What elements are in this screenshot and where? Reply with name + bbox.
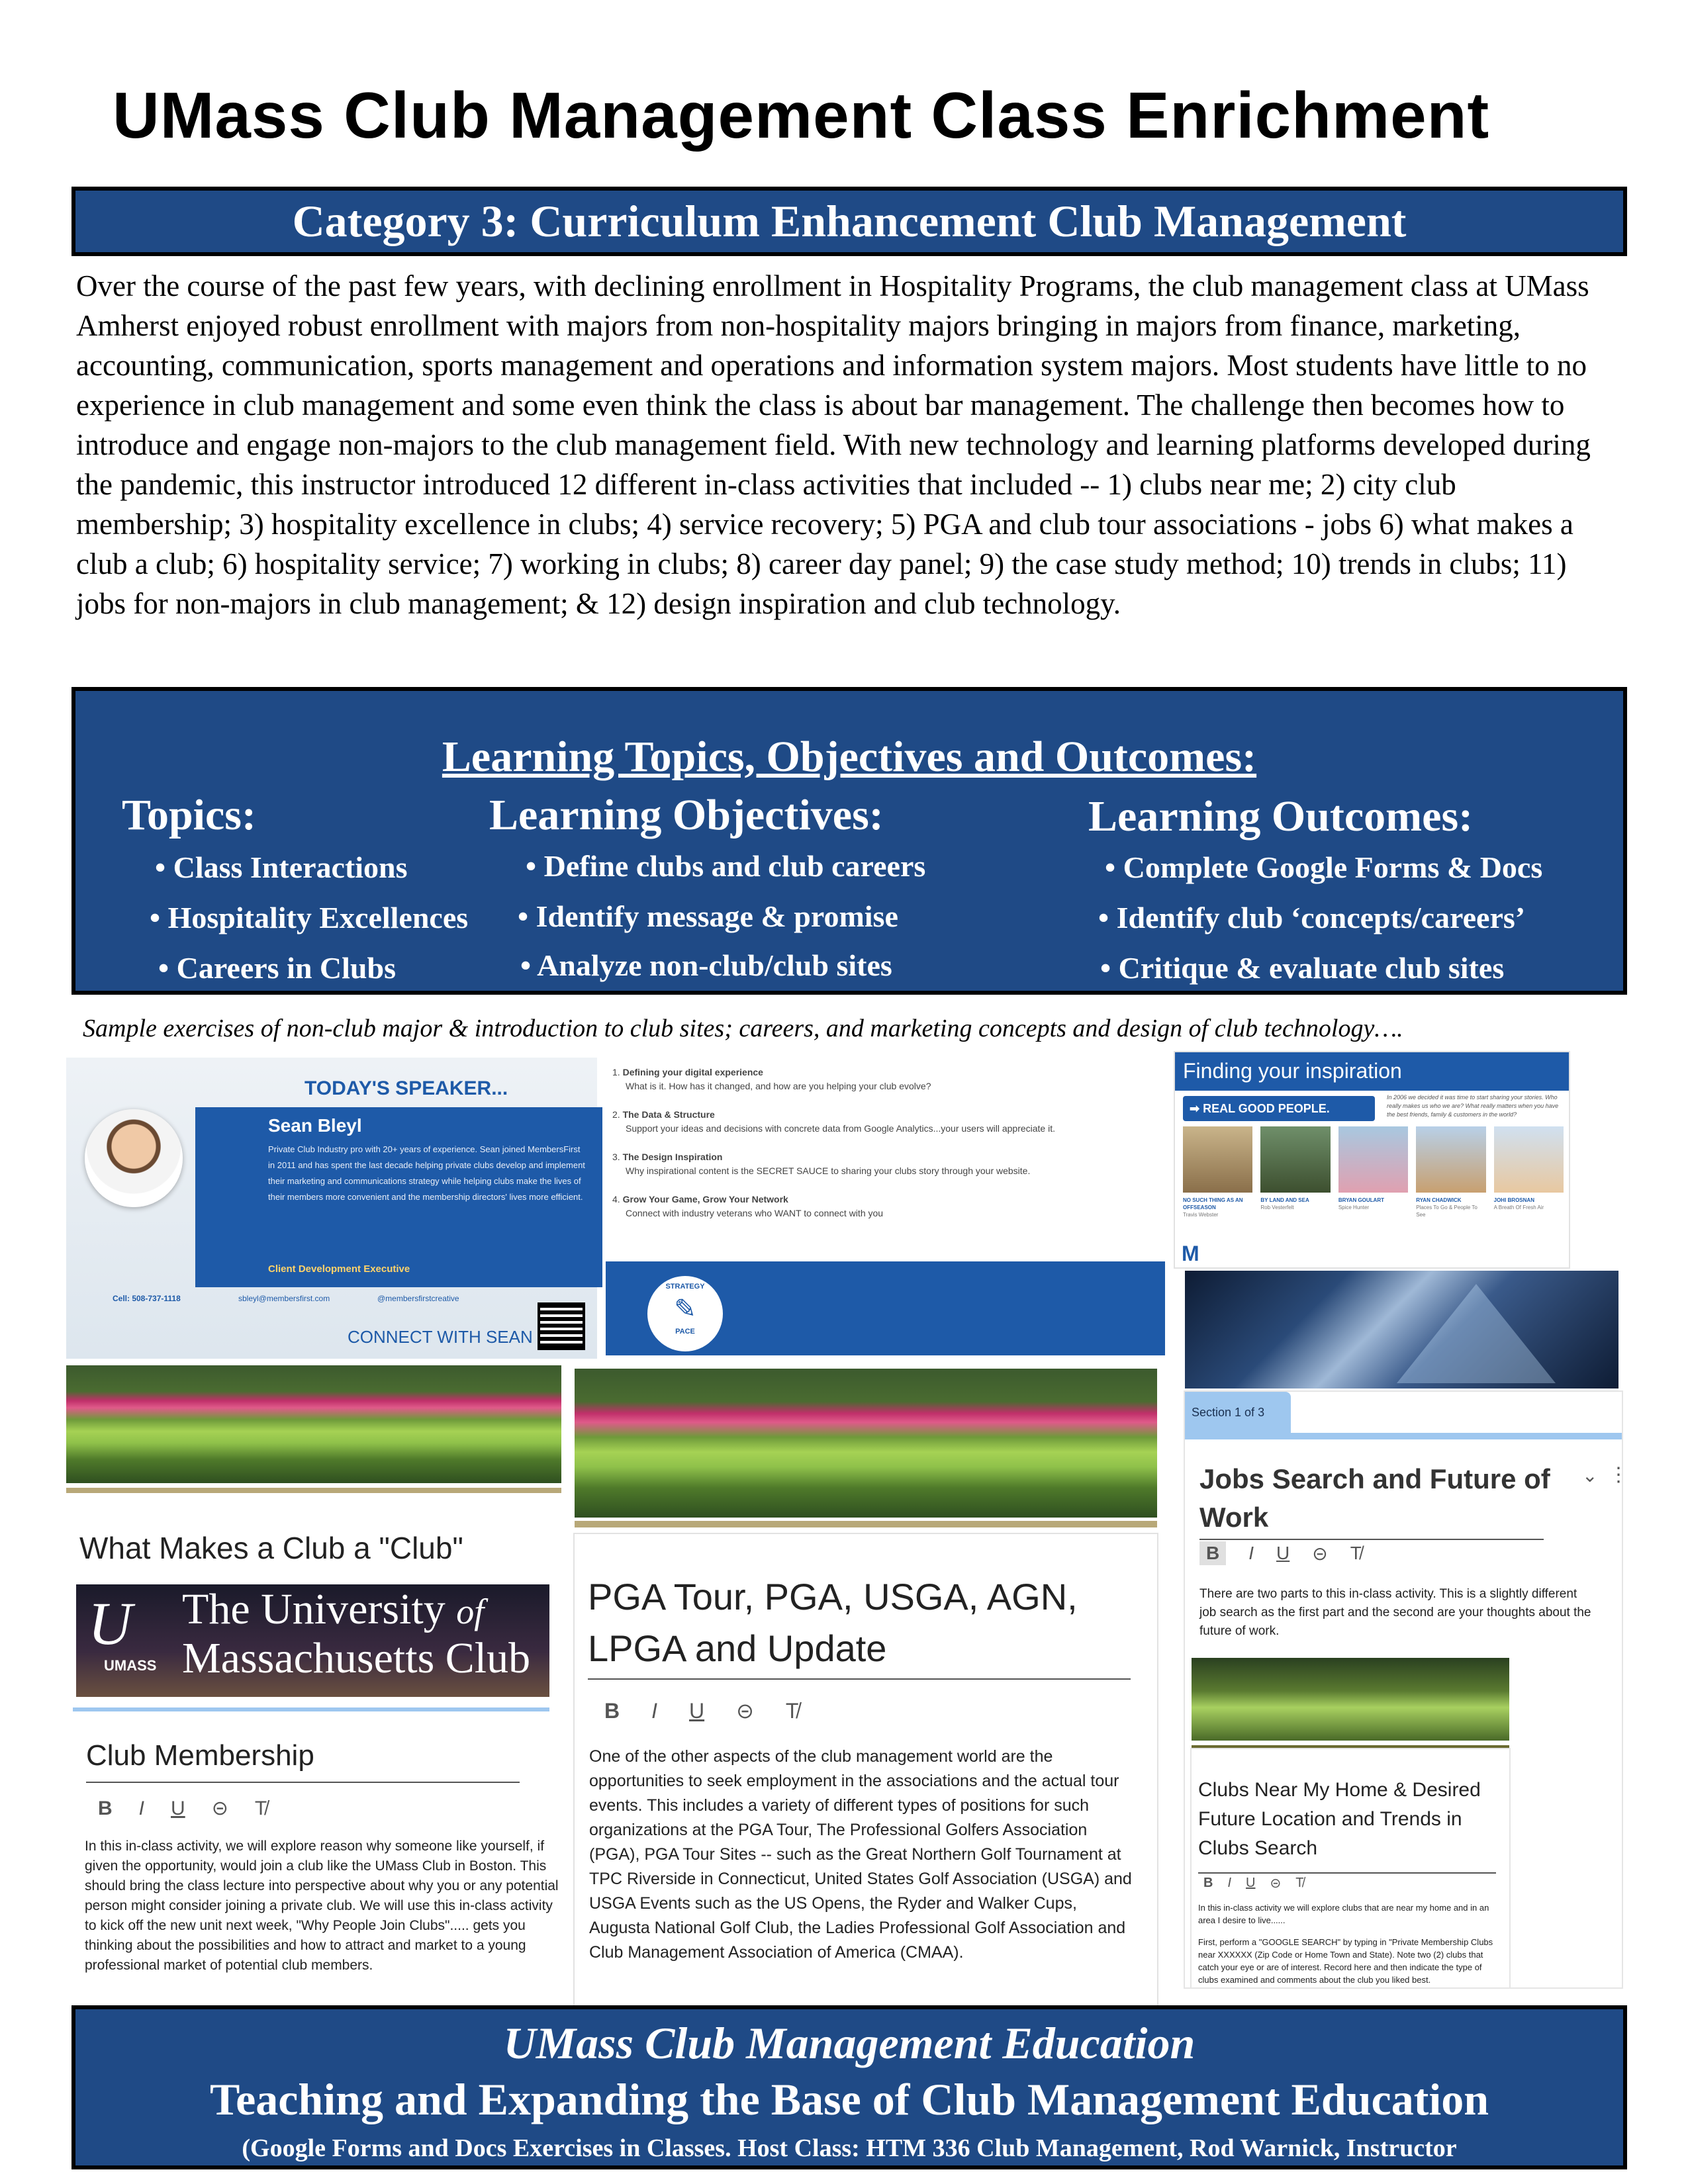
strategy-item	[612, 1066, 1155, 1093]
umass-club-logo	[76, 1584, 549, 1697]
italic-icon[interactable]: I	[651, 1698, 657, 1723]
link-icon[interactable]: ⊝	[1270, 1876, 1282, 1891]
topic-item: • Careers in Clubs	[158, 951, 396, 985]
person-sub: Spice Hunter	[1338, 1205, 1370, 1210]
jobs-form-body: There are two parts to this in-class activity. This is a slightly different job search as the first part and the second are your thoughts about the future of work.	[1199, 1587, 1591, 1638]
pga-form-body: One of the other aspects of the club management world are the opportunities to seek employment in the associations and the actual tour events. This includes a variety of different types of positions for such organizations at the PGA Tour, The Professional Golfers Association (PGA), PGA Tour Sites -- such as the Great Northern Golf Tournament at TPC Riverside in Connecticut, United States Golf Association (USGA) and USGA Events such as the US Opens, the Ryder and Walker Cups, Augusta National Golf Club, the Ladies Professional Golf Association and Club Management Association of America (CMAA).	[589, 1747, 1132, 1962]
club-form-card	[66, 1496, 569, 1999]
people-labels	[1183, 1197, 1564, 1218]
strategy-num: 3.	[612, 1152, 620, 1162]
strategy-card	[606, 1058, 1165, 1355]
connect-text: CONNECT WITH SEAN	[348, 1327, 533, 1347]
person-sub: A Breath Of Fresh Air	[1493, 1205, 1544, 1210]
strategy-title: The Design Inspiration	[622, 1152, 723, 1162]
topics-title: Topics:	[122, 791, 256, 839]
logo-of: of	[456, 1592, 485, 1631]
umass-logo-mark-icon: U	[88, 1590, 132, 1657]
footer-banner	[71, 2005, 1627, 2169]
technology-money-image	[1185, 1271, 1618, 1388]
inspiration-blurb: In 2006 we decided it was time to start sharing your stories. Who really makes us who we are? What really matters when you have the best friends, family & customers in the world?	[1387, 1094, 1559, 1118]
golf-course-photo-center	[575, 1369, 1157, 1518]
category-banner-text: Category 3: Curriculum Enhancement Club Management	[292, 196, 1407, 246]
speaker-card	[66, 1058, 597, 1359]
underline-icon[interactable]: U	[171, 1797, 185, 1819]
format-toolbar	[604, 1698, 798, 1723]
person-name: JOHI BROSNAN	[1493, 1197, 1534, 1203]
speaker-social: @membersfirstcreative	[377, 1294, 459, 1303]
strategy-item	[612, 1108, 1155, 1136]
near-form-title[interactable]: Clubs Near My Home & Desired Future Location and Trends in Clubs Search	[1198, 1779, 1481, 1859]
person-name: RYAN CHADWICK	[1416, 1197, 1462, 1203]
speaker-role: Client Development Executive	[268, 1263, 410, 1275]
person-name: BY LAND AND SEA	[1260, 1197, 1309, 1203]
inspiration-header	[1175, 1052, 1569, 1091]
more-options-icon[interactable]: ⋮	[1609, 1464, 1628, 1486]
jobs-form-card	[1185, 1392, 1628, 1987]
objective-item: • Define clubs and club careers	[526, 849, 926, 883]
strategy-num: 2.	[612, 1109, 620, 1120]
title-underline	[1199, 1539, 1544, 1540]
strategy-list	[612, 1066, 1155, 1220]
outcome-item: • Complete Google Forms & Docs	[1105, 850, 1543, 884]
person-photo[interactable]	[1338, 1126, 1408, 1193]
logo-line1: The University	[182, 1585, 445, 1633]
person-photo[interactable]	[1183, 1126, 1252, 1193]
outcome-item: • Identify club ‘concepts/careers’	[1098, 901, 1526, 934]
person-name: NO SUCH THING AS AN OFFSEASON	[1183, 1197, 1243, 1210]
strategy-desc: What is it. How has it changed, and how are you helping your club evolve?	[626, 1081, 931, 1091]
format-toolbar	[1203, 1875, 1303, 1891]
strategy-title: Grow Your Game, Grow Your Network	[622, 1194, 788, 1205]
badge-top-text: STRATEGY	[665, 1283, 705, 1291]
light-triangle-icon	[1397, 1284, 1556, 1383]
logo-line2: Massachusetts Club	[182, 1634, 531, 1682]
italic-icon[interactable]: I	[1227, 1876, 1232, 1890]
rocket-icon: ✎	[674, 1294, 696, 1324]
speaker-name: Sean Bleyl	[268, 1115, 362, 1136]
pga-form-title[interactable]: PGA Tour, PGA, USGA, AGN, LPGA and Update	[588, 1576, 1078, 1669]
objective-item: • Analyze non-club/club sites	[520, 948, 892, 982]
club-form-title: What Makes a Club a "Club"	[79, 1531, 463, 1565]
inspiration-title: Finding your inspiration	[1183, 1059, 1402, 1083]
speaker-avatar	[85, 1109, 183, 1207]
speaker-bio: Private Club Industry pro with 20+ years of experience. Sean joined MembersFirst in 2011 and has spent the last decade helping private clubs develop and implement their marketing and communications strategy while helping clubs make the lives of their members more convenient and the membership directors' lives more efficient.	[268, 1144, 585, 1202]
underline-icon[interactable]: U	[1276, 1543, 1290, 1563]
person-photo[interactable]	[1260, 1126, 1330, 1193]
clear-format-icon[interactable]: T̸	[1350, 1543, 1362, 1563]
footer-line1: UMass Club Management Education	[503, 2018, 1196, 2068]
strategy-title: Defining your digital experience	[622, 1067, 763, 1077]
strategy-title: The Data & Structure	[622, 1109, 715, 1120]
format-toolbar	[98, 1797, 267, 1820]
objective-item: • Identify message & promise	[518, 899, 898, 933]
link-icon[interactable]: ⊝	[211, 1797, 228, 1819]
bold-icon[interactable]: B	[98, 1797, 113, 1819]
section-tab[interactable]: Section 1 of 3	[1185, 1392, 1291, 1433]
golf-course-photo	[66, 1365, 561, 1483]
person-photo[interactable]	[1494, 1126, 1564, 1193]
learning-topics-box	[71, 687, 1627, 995]
section-bar	[1185, 1433, 1622, 1439]
membersfirst-logo: M	[1182, 1242, 1199, 1265]
learning-heading: Learning Topics, Objectives and Outcomes:	[442, 733, 1257, 781]
person-name: BRYAN GOULART	[1338, 1197, 1384, 1203]
outcomes-title: Learning Outcomes:	[1088, 792, 1474, 841]
speaker-cell: Cell: 508-737-1118	[113, 1294, 181, 1303]
golf-green-photo	[1192, 1658, 1509, 1741]
person-sub: Rob Vesterfelt	[1260, 1205, 1294, 1210]
clear-format-icon[interactable]: T̸	[785, 1698, 799, 1723]
title-underline	[1198, 1872, 1496, 1874]
people-photos	[1183, 1126, 1564, 1193]
strategy-desc: Why inspirational content is the SECRET SAUCE to sharing your clubs story through your website.	[626, 1165, 1031, 1176]
objectives-title: Learning Objectives:	[489, 791, 884, 839]
person-photo[interactable]	[1416, 1126, 1485, 1193]
strategy-item	[612, 1193, 1155, 1220]
underline-icon[interactable]: U	[1246, 1876, 1256, 1890]
qr-code-icon	[538, 1302, 585, 1350]
link-icon[interactable]: ⊝	[1312, 1543, 1328, 1564]
strategy-desc: Support your ideas and decisions with concrete data from Google Analytics...your users will appreciate it.	[626, 1123, 1055, 1134]
bold-icon[interactable]: B	[1199, 1541, 1226, 1565]
strategy-desc: Connect with industry veterans who WANT to connect with you	[626, 1208, 884, 1218]
strategy-item	[612, 1150, 1155, 1178]
real-good-people-label: REAL GOOD PEOPLE.	[1203, 1102, 1330, 1115]
page-title: UMass Club Management Class Enrichment	[113, 79, 1490, 152]
speaker-heading: TODAY'S SPEAKER...	[305, 1077, 508, 1099]
form-section-bar	[73, 1707, 549, 1711]
near-form-body1: In this in-class activity we will explore clubs that are near my home and in an area I desire to live......	[1198, 1903, 1489, 1925]
club-membership-title[interactable]: Club Membership	[86, 1739, 314, 1772]
umass-mark-text: UMASS	[104, 1657, 157, 1674]
topic-item: • Class Interactions	[155, 850, 408, 884]
intro-paragraph: Over the course of the past few years, with declining enrollment in Hospitality Programs, the club management class at UMass Amherst enjoyed robust enrollment with majors from non-hospitality majors bringing in majors from finance, marketing, accounting, communication, sports management and operations and information system majors. Most students have little to no experience in club management and some even think the class is about bar management. The challenge then becomes how to introduce and engage non-majors to the club management field. With new technology and learning platforms developed during the pandemic, this instructor introduced 12 different in-class activities that included -- 1) clubs near me; 2) city club membership; 3) hospitality excellence in clubs; 4) service recovery; 5) PGA and club tour associations - jobs 6) what makes a club a club; 6) hospitality service; 7) working in clubs; 8) career day panel; 9) the case study method; 10) trends in clubs; 11) jobs for non-majors in club management; & 12) design inspiration and club technology.	[76, 269, 1591, 620]
format-toolbar	[1199, 1541, 1362, 1565]
link-icon[interactable]: ⊝	[736, 1699, 754, 1723]
underline-icon[interactable]: U	[689, 1698, 705, 1723]
real-good-people-button[interactable]	[1183, 1096, 1375, 1121]
italic-icon[interactable]: I	[138, 1797, 145, 1819]
bold-icon[interactable]: B	[1203, 1876, 1213, 1890]
near-form-card	[1192, 1749, 1509, 1987]
arrow-icon: ➡	[1190, 1102, 1203, 1115]
footer-line3: (Google Forms and Docs Exercises in Classes. Host Class: HTM 336 Club Management, Rod Warnick, Instructor	[242, 2134, 1457, 2162]
collapse-icon[interactable]: ⌄	[1582, 1466, 1598, 1486]
footer-line2: Teaching and Expanding the Base of Club Management Education	[209, 2074, 1489, 2124]
club-form-body: In this in-class activity, we will explore reason why someone like yourself, if given the opportunity, would join a club like the UMass Club in Boston. This should bring the class lecture into perspective about why you or any potential person might consider joining a private club. We will use this in-class activity to kick off the new unit next week, "Why People Join Clubs"..... gets you thinking about the possibilities and how to attract and market to a young professional market of potential club members.	[85, 1839, 559, 1973]
badge-bottom-text: PACE	[675, 1328, 695, 1336]
clear-format-icon[interactable]: T̸	[254, 1797, 267, 1819]
gold-rule	[66, 1488, 561, 1493]
speaker-panel	[195, 1107, 602, 1287]
exercises-caption: Sample exercises of non-club major & introduction to club sites; careers, and marketing concepts and design of club technology….	[83, 1015, 1403, 1042]
outcome-item: • Critique & evaluate club sites	[1100, 951, 1505, 985]
italic-icon[interactable]: I	[1248, 1543, 1254, 1563]
strategy-pace-badge-icon	[644, 1273, 726, 1355]
gold-rule-center	[575, 1521, 1157, 1527]
pga-form-card	[575, 1534, 1157, 2007]
clear-format-icon[interactable]: T̸	[1295, 1876, 1304, 1890]
title-underline	[588, 1678, 1131, 1680]
title-underline	[86, 1782, 520, 1783]
topic-item: • Hospitality Excellences	[150, 901, 469, 934]
strategy-num: 1.	[612, 1067, 620, 1077]
speaker-email: sbleyl@membersfirst.com	[238, 1294, 330, 1303]
jobs-form-title[interactable]: Jobs Search and Future of Work	[1199, 1463, 1550, 1533]
bold-icon[interactable]: B	[604, 1698, 620, 1723]
person-sub: Travis Webster	[1183, 1212, 1219, 1218]
near-form-body2: First, perform a "GOOGLE SEARCH" by typing in "Private Membership Clubs near XXXXXX (Zip Code or Home Town and State). Note two (2) clubs that catch your eye or are of interest. Record here and then indicate the type of clubs examined and comments about the club you liked best.	[1198, 1937, 1493, 1985]
strategy-num: 4.	[612, 1194, 620, 1205]
inspiration-card	[1175, 1052, 1569, 1267]
category-banner	[71, 187, 1627, 256]
person-sub: Places To Go & People To See	[1416, 1205, 1477, 1218]
